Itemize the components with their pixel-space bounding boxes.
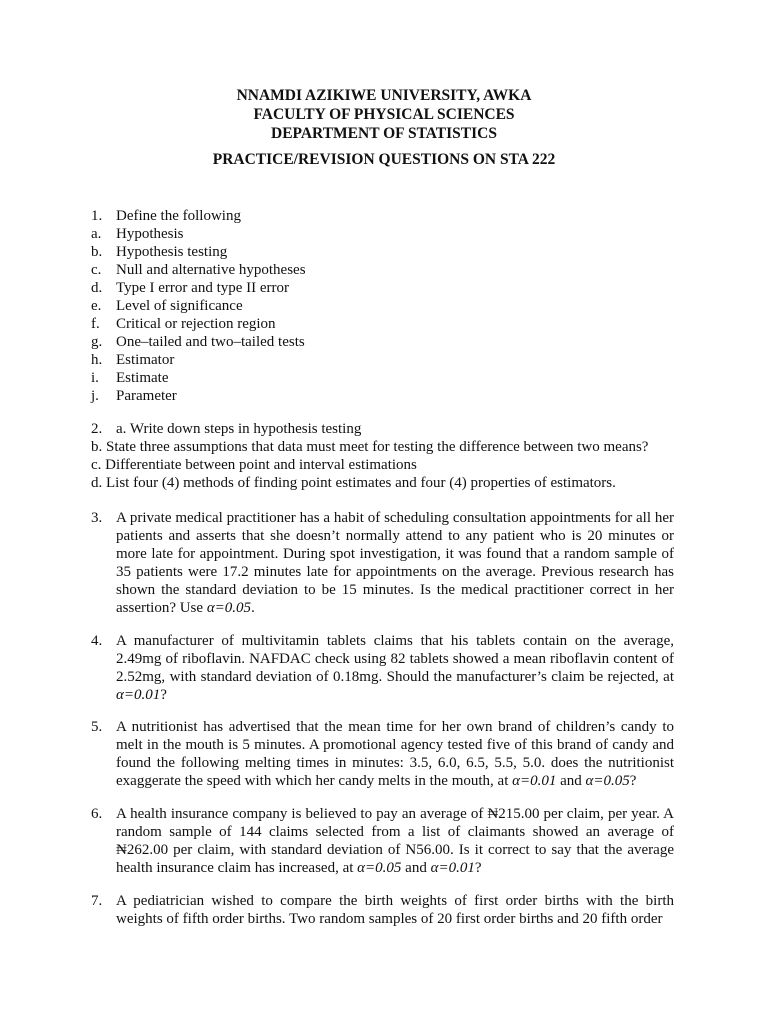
q1-item-text: Type I error and type II error	[116, 280, 290, 296]
q4-number: 4.	[91, 633, 103, 649]
q4-text	[116, 632, 674, 704]
q7-text: A pediatrician wished to compare the birth weights of first order births with the birth weights of fifth order births. Two random samples of 20 first order births and 20 fifth order	[116, 893, 674, 928]
q1-item-text: One–tailed and two–tailed tests	[116, 334, 305, 350]
q5-alpha-1: α=0.01	[512, 773, 557, 790]
q5-body: A nutritionist has advertised that the mean time for her own brand of children’s candy to melt in the mouth is 5 minutes. A promotional agency tested five of this brand of candy and found the following melting times in minutes: 3.5, 6.0, 6.5, 5.5, 5.0. does the nutritionist exaggerate the speed with which her candy melts in the mouth, at	[116, 719, 674, 790]
q5-text	[116, 718, 674, 790]
q3-end: .	[251, 600, 255, 617]
q1-text: Define the following	[116, 208, 241, 224]
q6-end: ?	[474, 860, 482, 877]
q5-alpha-2: α=0.05	[585, 773, 630, 790]
q4-alpha: α=0.01	[116, 687, 161, 704]
q2-part-d: d. List four (4) methods of finding point estimates and four (4) properties of estimators.	[91, 475, 616, 491]
q5-and: and	[556, 773, 586, 790]
q5-end: ?	[629, 773, 637, 790]
document-title: PRACTICE/REVISION QUESTIONS ON STA 222	[212, 151, 556, 168]
q1-item-label: j.	[91, 388, 99, 404]
q1-item-text: Null and alternative hypotheses	[116, 262, 306, 278]
university-name: NNAMDI AZIKIWE UNIVERSITY, AWKA	[236, 87, 532, 104]
q6-number: 6.	[91, 806, 103, 822]
q3-number: 3.	[91, 510, 103, 526]
q2-part-b: b. State three assumptions that data must meet for testing the difference between two means?	[91, 439, 649, 455]
q6-body: A health insurance company is believed to pay an average of ₦215.00 per claim, per year. A random sample of 144 claims selected from a list of claimants showed an average of ₦262.00 per claim, with standard deviation of N56.00. Is it correct to say that the average health insurance claim has increased, at	[116, 806, 674, 877]
q1-item-text: Estimate	[116, 370, 169, 386]
q3-alpha: α=0.05	[206, 600, 252, 617]
q1-item-label: c.	[91, 262, 102, 278]
q5-number: 5.	[91, 719, 103, 735]
q4-body: A manufacturer of multivitamin tablets claims that his tablets contain on the average, 2.49mg of riboflavin. NAFDAC check using 82 tablets showed a mean riboflavin content of 2.52mg, with standard deviation of 0.18mg. Should the manufacturer’s claim be rejected, at	[116, 633, 674, 686]
q1-item-label: d.	[91, 280, 103, 296]
q1-number: 1.	[91, 208, 103, 224]
q1-item-text: Critical or rejection region	[116, 316, 276, 332]
faculty-name: FACULTY OF PHYSICAL SCIENCES	[253, 106, 515, 123]
q1-item-label: f.	[91, 316, 100, 332]
q2-number: 2.	[91, 421, 103, 437]
q1-item-label: a.	[91, 226, 102, 242]
q1-item-label: b.	[91, 244, 103, 260]
q6-text	[116, 805, 674, 877]
q7-number: 7.	[91, 893, 103, 909]
q1-item-text: Estimator	[116, 352, 175, 368]
q3-text	[116, 509, 674, 618]
q1-item-text: Hypothesis testing	[116, 244, 228, 260]
q2-part-c: c. Differentiate between point and interval estimations	[91, 457, 417, 473]
q1-item-label: e.	[91, 298, 102, 314]
q1-item-text: Hypothesis	[116, 226, 184, 242]
department-name: DEPARTMENT OF STATISTICS	[271, 125, 497, 142]
q3-body: A private medical practitioner has a habit of scheduling consultation appointments for all her patients and asserts that she doesn’t normally attend to any patient who is 20 minutes or more late for appointment. During spot investigation, it was found that a random sample of 35 patients were 17.2 minutes late for appointments on the average. Previous research has shown the standard deviation to be 15 minutes. Is the medical practitioner correct in her assertion? Use	[116, 510, 674, 617]
q1-item-label: g.	[91, 334, 103, 350]
q6-alpha-2: α=0.01	[430, 860, 475, 877]
q6-and: and	[401, 860, 431, 877]
q1-item-text: Level of significance	[116, 298, 243, 314]
q1-item-text: Parameter	[116, 388, 177, 404]
q6-alpha-1: α=0.05	[357, 860, 402, 877]
q2-part-a: a. Write down steps in hypothesis testing	[116, 421, 362, 437]
q1-item-label: h.	[91, 352, 103, 368]
q1-item-label: i.	[91, 370, 99, 386]
q4-end: ?	[160, 687, 167, 704]
